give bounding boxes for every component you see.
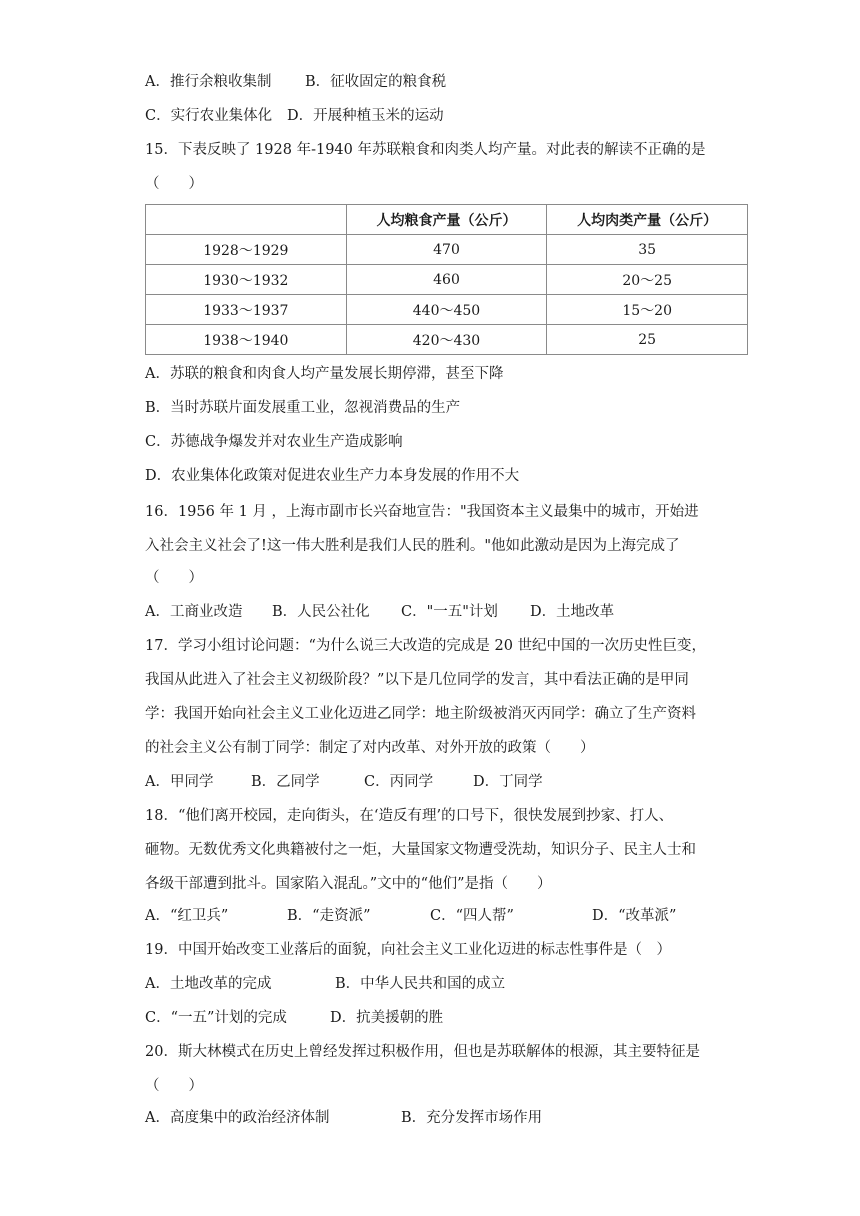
q17-option-d: D．丁同学	[473, 774, 543, 790]
table-cell: 35	[547, 235, 748, 265]
q15-option-c: C．苏德战争爆发并对农业生产造成影响	[145, 434, 403, 450]
q17-option-c: C．丙同学	[364, 774, 434, 790]
q18-option-b: B．“走资派”	[287, 908, 371, 924]
table-row	[146, 265, 748, 295]
q19-options-row-2	[145, 1008, 745, 1028]
table-cell: 420～430	[346, 325, 547, 355]
q19-option-c: C．“一五”计划的完成	[145, 1010, 287, 1026]
table-cell: 25	[547, 325, 748, 355]
q14-options-row-2	[145, 106, 745, 126]
q20-stem: 20．斯大林模式在历史上曾经发挥过积极作用，但也是苏联解体的根源，其主要特征是	[145, 1044, 700, 1060]
q14-option-c: C．实行农业集体化	[145, 108, 273, 124]
q16-option-b: B．人民公社化	[272, 604, 370, 620]
table-cell: 1938～1940	[146, 325, 347, 355]
q18-option-c: C．“四人帮”	[430, 908, 514, 924]
table-header-cell: 人均肉类产量（公斤）	[547, 205, 748, 235]
q15-stem: 15．下表反映了 1928 年-1940 年苏联粮食和肉类人均产量。对此表的解读不正确的是	[145, 142, 706, 158]
q14-option-d: D．开展种植玉米的运动	[287, 108, 444, 124]
table-cell: 460	[346, 265, 547, 295]
table-header-cell: 人均粮食产量（公斤）	[346, 205, 547, 235]
q19-option-b: B．中华人民共和国的成立	[335, 976, 506, 992]
q15-answer-paren: （ ）	[145, 176, 203, 192]
q20-option-b: B．充分发挥市场作用	[401, 1110, 543, 1126]
q17-option-b: B．乙同学	[251, 774, 320, 790]
q19-stem: 19．中国开始改变工业落后的面貌，向社会主义工业化迈进的标志性事件是（ ）	[145, 942, 671, 958]
q16-option-a: A．工商业改造	[145, 604, 243, 620]
q18-stem-line-3: 各级干部遭到批斗。国家陷入混乱。”文中的“他们”是指（ ）	[145, 876, 552, 892]
q17-stem-line-4: 的社会主义公有制丁同学：制定了对内改革、对外开放的政策（ ）	[145, 740, 595, 756]
table-header-cell	[146, 205, 347, 235]
q18-option-d: D．“改革派”	[592, 908, 677, 924]
q16-answer-paren: （ ）	[145, 570, 203, 586]
q17-option-a: A．甲同学	[145, 774, 214, 790]
q18-stem-line-1: 18．“他们离开校园，走向街头，在‘造反有理’的口号下，很快发展到抄家、打人、	[145, 808, 674, 824]
q18-stem-line-2: 砸物。无数优秀文化典籍被付之一炬，大量国家文物遭受洗劫，知识分子、民主人士和	[145, 842, 696, 858]
q17-stem-line-3: 学：我国开始向社会主义工业化迈进乙同学：地主阶级被消灭丙同学：确立了生产资料	[145, 706, 696, 722]
q15-option-a: A．苏联的粮食和肉食人均产量发展长期停滞，甚至下降	[145, 366, 504, 382]
q16-stem-line-2: 入社会主义社会了!这一伟大胜利是我们人民的胜利。"他如此激动是因为上海完成了	[145, 538, 680, 554]
q17-stem-line-2: 我国从此进入了社会主义初级阶段？”以下是几位同学的发言，其中看法正确的是甲同	[145, 672, 689, 688]
q16-stem-line-1: 16．1956 年 1 月 ，上海市副市长兴奋地宣告："我国资本主义最集中的城市，开始进	[145, 504, 699, 520]
q14-option-b: B．征收固定的粮食税	[305, 74, 447, 90]
q14-options-row-1	[145, 72, 745, 92]
table-row	[146, 235, 748, 265]
table-row	[146, 325, 748, 355]
q20-answer-paren: （ ）	[145, 1078, 203, 1094]
q16-option-c: C．"一五"计划	[401, 604, 498, 620]
q18-option-a: A．“红卫兵”	[145, 908, 229, 924]
q16-options-row	[145, 602, 745, 622]
q19-option-d: D．抗美援朝的胜	[330, 1010, 444, 1026]
table-cell: 1933～1937	[146, 295, 347, 325]
table-cell: 1930～1932	[146, 265, 347, 295]
q16-option-d: D．土地改革	[530, 604, 615, 620]
table-cell: 440～450	[346, 295, 547, 325]
q20-options-row	[145, 1108, 745, 1128]
q15-data-table	[145, 204, 748, 355]
q18-options-row	[145, 906, 745, 926]
q17-options-row	[145, 772, 745, 792]
table-cell: 20～25	[547, 265, 748, 295]
q19-options-row-1	[145, 974, 745, 994]
q15-option-d: D．农业集体化政策对促进农业生产力本身发展的作用不大	[145, 468, 520, 484]
q14-option-a: A．推行余粮收集制	[145, 74, 272, 90]
table-cell: 15～20	[547, 295, 748, 325]
table-cell: 470	[346, 235, 547, 265]
q17-stem-line-1: 17．学习小组讨论问题：“为什么说三大改造的完成是 20 世纪中国的一次历史性巨变，	[145, 638, 707, 654]
q19-option-a: A．土地改革的完成	[145, 976, 272, 992]
q20-option-a: A．高度集中的政治经济体制	[145, 1110, 330, 1126]
q15-option-b: B．当时苏联片面发展重工业，忽视消费品的生产	[145, 400, 461, 416]
table-cell: 1928～1929	[146, 235, 347, 265]
table-header-row	[146, 205, 748, 235]
table-row	[146, 295, 748, 325]
